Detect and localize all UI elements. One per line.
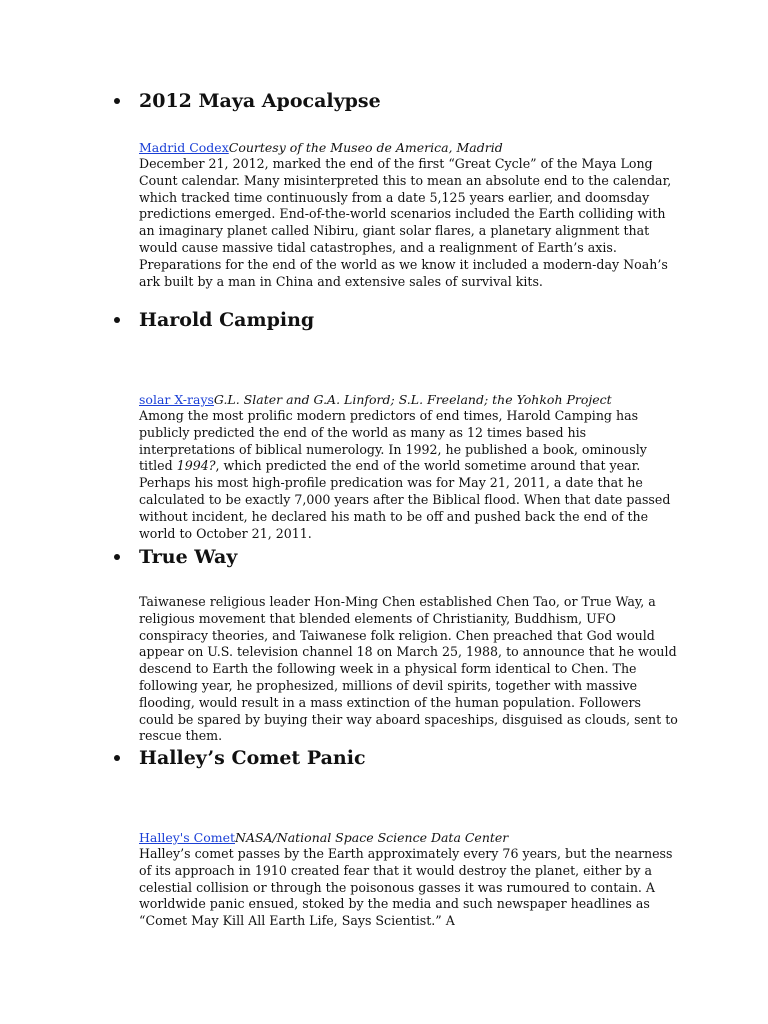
book-title: 1994? [176,458,216,474]
bullet-icon [114,98,120,104]
section-body: December 21, 2012, marked the end of the first “Great Cycle” of the Maya Long Count calendar. Many misinterpreted this to mean an absolute end to the calendar, which tracked time continuously from a date 5,125 years earlier, and doomsday predictions emerged. End-of-the-world scenarios included the Earth colliding with an imaginary planet called Nibiru, giant solar flares, a planetary alignment that would cause massive tidal catastrophes, and a realignment of Earth’s axis. Preparations for the end of the world as we know it included a modern-day Noah’s ark built by a man in China and extensive sales of survival kits. [139,156,672,289]
section-harold-camping [0,308,768,541]
bullet-icon [114,317,120,323]
heading-row [0,545,768,575]
image-caption [139,140,699,156]
caption-link[interactable]: solar X-rays [139,392,214,407]
section-heading: Harold Camping [139,309,315,331]
section-halleys-comet [0,746,768,929]
image-caption [139,392,699,408]
bullet-icon [114,554,120,560]
bullet-icon [114,755,120,761]
image-caption [139,830,699,846]
caption-credit: NASA/National Space Science Data Center [235,830,509,845]
caption-link[interactable]: Halley's Comet [139,830,235,845]
section-heading: 2012 Maya Apocalypse [139,90,381,112]
caption-credit: G.L. Slater and G.A. Linford; S.L. Freeland; the Yohkoh Project [213,392,612,407]
section-heading: Halley’s Comet Panic [139,747,366,769]
section-body [139,408,679,542]
caption-link[interactable]: Madrid Codex [139,140,229,155]
caption-credit: Courtesy of the Museo de America, Madrid [228,140,503,155]
section-heading: True Way [139,546,238,568]
body-text-part: Among the most prolific modern predictors of end times, Harold Camping has publicly predicted the end of the world as many as 12 times based his interpretations of biblical numerology. In 1992, he published a book, ominously titled [139,408,647,474]
section-true-way [0,545,768,744]
heading-row [0,746,768,776]
section-body: Taiwanese religious leader Hon-Ming Chen established Chen Tao, or True Way, a religious movement that blended elements of Christianity, Buddhism, UFO conspiracy theories, and Taiwanese folk religion. Chen preached that God would appear on U.S. television channel 18 on March 25, 1988, to announce that he would descend to Earth the following week in a physical form identical to Chen. The following year, he prophesized, millions of devil spirits, together with massive flooding, would result in a mass extinction of the human population. Followers could be spared by buying their way aboard spaceships, disguised as clouds, sent to rescue them. [139,594,678,744]
heading-row [0,89,768,119]
heading-row [0,308,768,338]
body-text-part: , which predicted the end of the world sometime around that year. Perhaps his most high-profile predication was for May 21, 2011, a date that he calculated to be exactly 7,000 years after the Biblical flood. When that date passed without incident, he declared his math to be off and pushed back the end of the world to October 21, 2011. [139,458,671,541]
section-body: Halley’s comet passes by the Earth approximately every 76 years, but the nearness of its approach in 1910 created fear that it would destroy the planet, either by a celestial collision or through the poisonous gasses it was rumoured to contain. A worldwide panic ensued, stoked by the media and such newspaper headlines as “Comet May Kill All Earth Life, Says Scientist.” A [139,846,673,929]
section-maya [0,89,768,289]
